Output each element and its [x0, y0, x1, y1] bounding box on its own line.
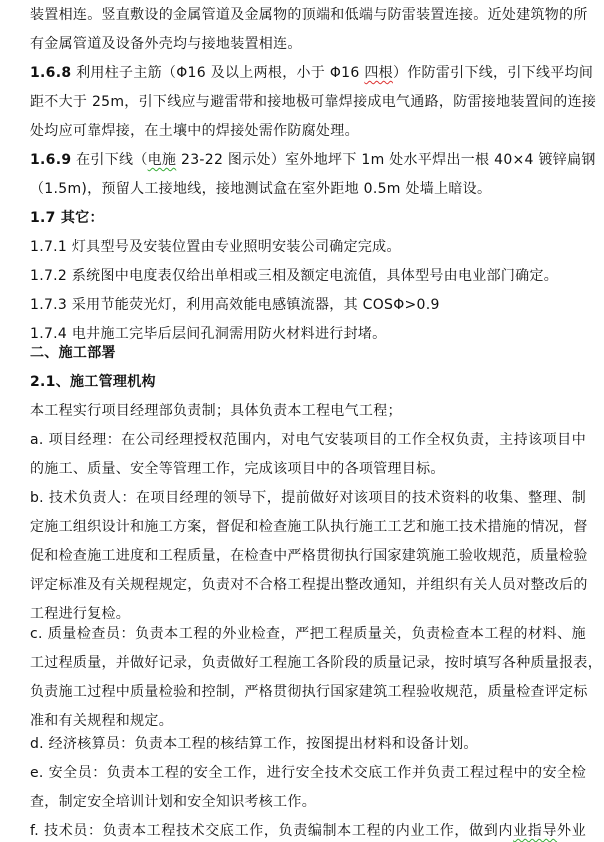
role-a-line: a. 项目经理：在公司经理授权范围内，对电气安装项目的工作全权负责，主持该项目中	[30, 432, 586, 448]
section-number: 1.6.9	[30, 152, 72, 168]
list-item-1-7-4: 1.7.4 电井施工完毕后层间孔洞需用防火材料进行封堵。	[30, 326, 387, 342]
paragraph-line: 处均应可靠焊接，在土壤中的焊接处需作防腐处理。	[30, 123, 359, 139]
paragraph-line: （1.5m)，预留人工接地线，接地测试盒在室外距地 0.5m 处墙上暗设。	[30, 181, 492, 197]
role-b-line: b. 技术负责人：在项目经理的领导下，提前做好对该项目的技术资料的收集、整理、制	[30, 490, 586, 506]
list-item-1-7-1: 1.7.1 灯具型号及安装位置由专业照明安装公司确定完成。	[30, 239, 401, 255]
paragraph-line: 查，制定安全培训计划和安全知识考核工作。	[30, 794, 316, 810]
grammar-marked-text: 电施	[147, 152, 177, 168]
list-item-1-7-3: 1.7.3 采用节能荧光灯，利用高效能电感镇流器，其 COSΦ>0.9	[30, 297, 440, 313]
text-span: ）作防雷引下线，引下线平均间	[392, 65, 594, 81]
paragraph-line: 评定标准及有关规程规定，负责对不合格工程提出整改通知，并组织有关人员对整改后的	[30, 577, 588, 593]
heading-1-7: 1.7 其它：	[30, 210, 104, 226]
text-span: f. 技术员：负责本工程技术交底工作，负责编制本工程的内业工作，做到内	[30, 823, 514, 839]
paragraph-line: 的施工、质量、安全等管理工作，完成该项目中的各项管理目标。	[30, 461, 445, 477]
text-span: 23-22 图示处）室外地坪下 1m 处水平焊出一根 40×4 镀锌扁钢	[176, 152, 596, 168]
role-d-line: d. 经济核算员：负责本工程的核结算工作，按图提出材料和设备计划。	[30, 736, 478, 752]
paragraph-line: 准和有关规程和规定。	[30, 713, 173, 729]
paragraph-line: 工程进行复检。	[30, 606, 131, 622]
text-span: 在引下线（	[71, 152, 148, 168]
paragraph-line: 本工程实行项目经理部负责制；具体负责本工程电气工程；	[30, 403, 402, 419]
paragraph-line: 工过程质量，并做好记录，负责做好工程施工各阶段的质量记录，按时填写各种质量报表，	[30, 655, 602, 671]
paragraph-line: 促和检查施工进度和工程质量，在检查中严格贯彻执行国家建筑施工验收规范，质量检验	[30, 548, 588, 564]
paragraph-line: 负责施工过程中质量检验和控制，严格贯彻执行国家建筑工程验收规范，质量检查评定标	[30, 684, 588, 700]
section-1-6-9-line	[30, 149, 596, 171]
text-span: 利用柱子主筋（Φ16 及以上两根，小于 Φ16	[71, 65, 365, 81]
section-number: 1.6.8	[30, 65, 72, 81]
heading-2-1: 2.1、施工管理机构	[30, 374, 156, 390]
text-span: 外业	[557, 823, 586, 839]
section-1-6-8-line	[30, 62, 594, 84]
paragraph-line: 定施工组织设计和施工方案，督促和检查施工队执行施工工艺和施工技术措施的情况，督	[30, 519, 588, 535]
list-item-1-7-2: 1.7.2 系统图中电度表仅给出单相或三相及额定电流值，具体型号由电业部门确定。	[30, 268, 559, 284]
grammar-marked-text: 业指导	[513, 823, 558, 839]
spellcheck-marked-text: 四根	[364, 65, 393, 81]
paragraph-line: 装置相连。竖直敷设的金属管道及金属物的顶端和低端与防雷装置连接。近处建筑物的所	[30, 7, 588, 23]
role-f-line	[30, 820, 586, 842]
paragraph-line: 距不大于 25m，引下线应与避雷带和接地极可靠焊接成电气通路，防雷接地装置间的连接	[30, 94, 597, 110]
role-e-line: e. 安全员：负责本工程的安全工作，进行安全技术交底工作并负责工程过程中的安全检	[30, 765, 586, 781]
role-c-line: c. 质量检查员：负责本工程的外业检查，严把工程质量关，负责检查本工程的材料、施	[30, 626, 586, 642]
heading-section-2: 二、施工部署	[30, 345, 116, 361]
paragraph-line: 有金属管道及设备外壳均与接地装置相连。	[30, 36, 302, 52]
